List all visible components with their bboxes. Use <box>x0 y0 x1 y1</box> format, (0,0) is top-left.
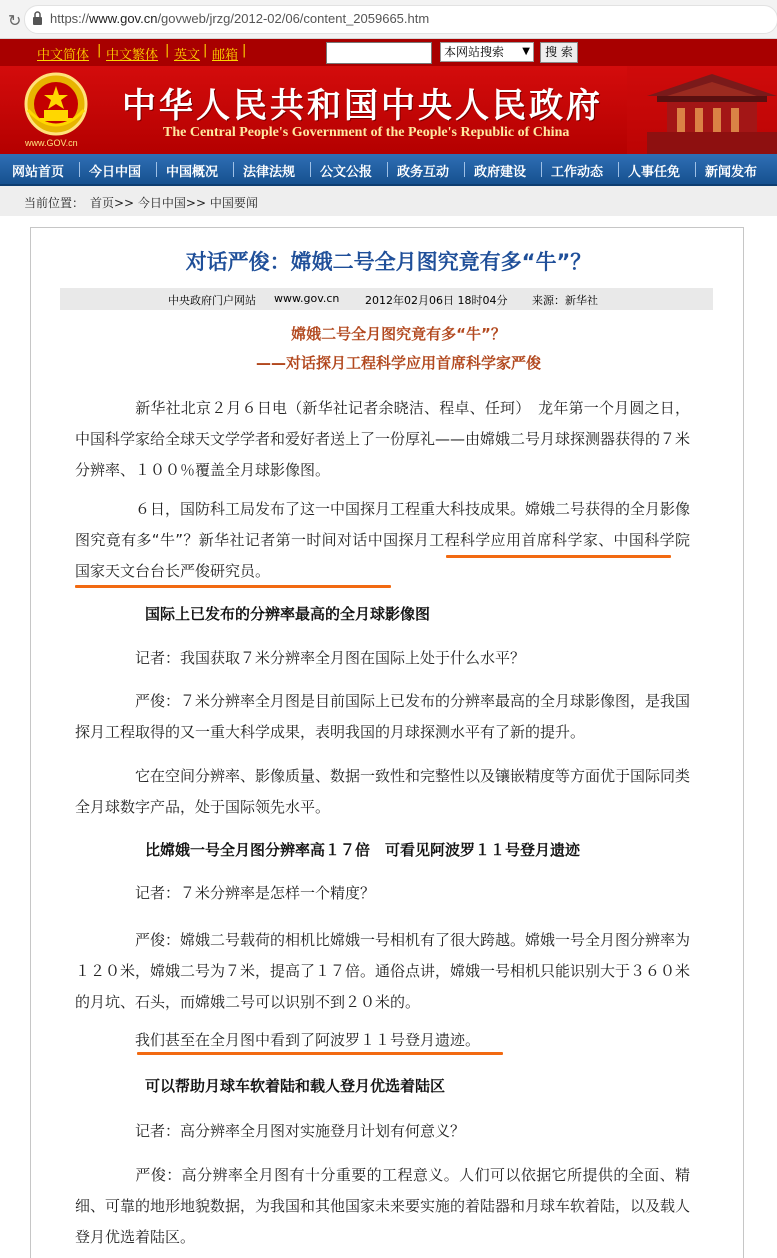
nav-divider <box>79 162 80 177</box>
nav-divider <box>541 162 542 177</box>
nav-gazette[interactable]: 公文公报 <box>320 165 373 180</box>
nav-divider <box>156 162 157 177</box>
paragraph: 记者：７米分辨率是怎样一个精度？ <box>135 884 376 902</box>
article-subtitle-2: ——对话探月工程科学应用首席科学家严俊 <box>255 354 541 372</box>
nav-appointments[interactable]: 人事任免 <box>628 165 681 180</box>
highlight-underline <box>137 1052 503 1055</box>
site-banner <box>0 66 777 154</box>
lang-english-link[interactable]: 英文 <box>174 48 201 63</box>
paragraph: 记者：我国获取７米分辨率全月图在国际上处于什么水平？ <box>135 649 526 667</box>
mailbox-link[interactable]: 邮箱 <box>212 48 239 63</box>
search-scope-select[interactable]: 本网站搜索 ▼ <box>440 42 534 62</box>
section-heading: 国际上已发布的分辨率最高的全月球影像图 <box>145 605 431 623</box>
section-heading: 比嫦娥一号全月图分辨率高１７倍 可看见阿波罗１１号登月遗迹 <box>145 841 581 859</box>
search-button[interactable]: 搜 索 <box>540 42 578 63</box>
separator: | <box>97 43 102 58</box>
paragraph: 严俊：高分辨率全月图有十分重要的工程意义。人们可以依据它所提供的全面、精细、可靠的地形地貌数据，为我国和其他国家未来要实施的着陆器和月球车软着陆，以及载人登月优选着陆区。 <box>75 1166 691 1246</box>
separator: | <box>165 43 170 58</box>
breadcrumb-label: 当前位置： <box>24 196 85 210</box>
nav-press[interactable]: 新闻发布 <box>705 165 758 180</box>
tiananmen-gate-image <box>627 66 777 154</box>
chevron-down-icon: ▼ <box>522 46 530 57</box>
paragraph: ６日，国防科工局发布了这一中国探月工程重大科技成果。嫦娥二号获得的全月影像图究竟有多“牛”？新华社记者第一时间对话中国探月工程科学应用首席科学家、中国科学院国家天文台台长严俊研究员。 <box>75 500 691 580</box>
nav-gov-building[interactable]: 政府建设 <box>474 165 527 180</box>
nav-work-updates[interactable]: 工作动态 <box>551 165 604 180</box>
article-meta-bar <box>60 288 713 310</box>
lang-traditional-link[interactable]: 中文繁体 <box>106 48 159 63</box>
meta-from: 来源：新华社 <box>532 294 598 307</box>
highlight-underline <box>75 585 391 588</box>
lock-icon[interactable] <box>32 10 43 26</box>
site-title-cn: 中华人民共和国中央人民政府 <box>122 86 603 126</box>
meta-source: 中央政府门户网站 <box>168 294 256 307</box>
separator: | <box>203 43 208 58</box>
nav-divider <box>464 162 465 177</box>
paragraph: 严俊：７米分辨率全月图是目前国际上已发布的分辨率最高的全月球影像图，是我国探月工程取得的又一重大科学成果，表明我国的月球探测水平有了新的提升。 <box>75 692 691 741</box>
nav-china-overview[interactable]: 中国概况 <box>166 165 219 180</box>
national-emblem-icon <box>20 70 92 142</box>
nav-divider <box>310 162 311 177</box>
paragraph: 新华社北京２月６日电（新华社记者余晓洁、程卓、任珂） 龙年第一个月圆之日，中国科学家给全球天文学学者和爱好者送上了一份厚礼——由嫦娥二号月球探测器获得的７米分辨率、１００％覆盖全月球影像图。 <box>75 399 691 479</box>
browser-address-bar <box>0 0 777 39</box>
nav-interaction[interactable]: 政务互动 <box>397 165 450 180</box>
nav-divider <box>695 162 696 177</box>
article-subtitle: 嫦娥二号全月图究竟有多“牛”？ <box>291 325 506 343</box>
meta-site: www.gov.cn <box>274 292 340 305</box>
breadcrumb <box>0 186 777 216</box>
nav-divider <box>618 162 619 177</box>
site-domain: www.GOV.cn <box>25 138 78 148</box>
search-input[interactable] <box>326 42 432 64</box>
reload-icon[interactable]: ↻ <box>8 11 22 30</box>
main-nav <box>0 154 777 186</box>
url-text: https://www.gov.cn/govweb/jrzg/2012-02/06/content_2059665.htm <box>50 11 430 26</box>
site-title-en: The Central People's Government of the People's Republic of China <box>163 125 570 140</box>
nav-today-china[interactable]: 今日中国 <box>89 165 142 180</box>
article-title: 对话严俊：嫦娥二号全月图究竟有多“牛”？ <box>185 250 592 274</box>
paragraph: 它在空间分辨率、影像质量、数据一致性和完整性以及镶嵌精度等方面优于国际同类全月球数字产品，处于国际领先水平。 <box>75 767 691 816</box>
highlight-underline <box>446 555 671 558</box>
paragraph: 严俊：嫦娥二号载荷的相机比嫦娥一号相机有了很大跨越。嫦娥一号全月图分辨率为１２０米，嫦娥二号为７米，提高了１７倍。通俗点讲，嫦娥一号相机只能识别大于３６０米的月坑、石头，而嫦娥二号可以识别不到２０米的。 <box>75 931 691 1011</box>
language-strip <box>0 39 777 66</box>
nav-home[interactable]: 网站首页 <box>12 165 65 180</box>
separator: | <box>242 43 247 58</box>
breadcrumb-path[interactable]: 首页>> 今日中国>> 中国要闻 <box>90 196 258 210</box>
nav-laws[interactable]: 法律法规 <box>243 165 296 180</box>
nav-divider <box>387 162 388 177</box>
paragraph: 我们甚至在全月图中看到了阿波罗１１号登月遗迹。 <box>135 1031 481 1049</box>
nav-divider <box>233 162 234 177</box>
meta-date: 2012年02月06日 18时04分 <box>365 294 508 307</box>
paragraph: 记者：高分辨率全月图对实施登月计划有何意义？ <box>135 1122 466 1140</box>
lang-simplified-link[interactable]: 中文简体 <box>37 48 90 63</box>
section-heading: 可以帮助月球车软着陆和载人登月优选着陆区 <box>145 1077 446 1095</box>
